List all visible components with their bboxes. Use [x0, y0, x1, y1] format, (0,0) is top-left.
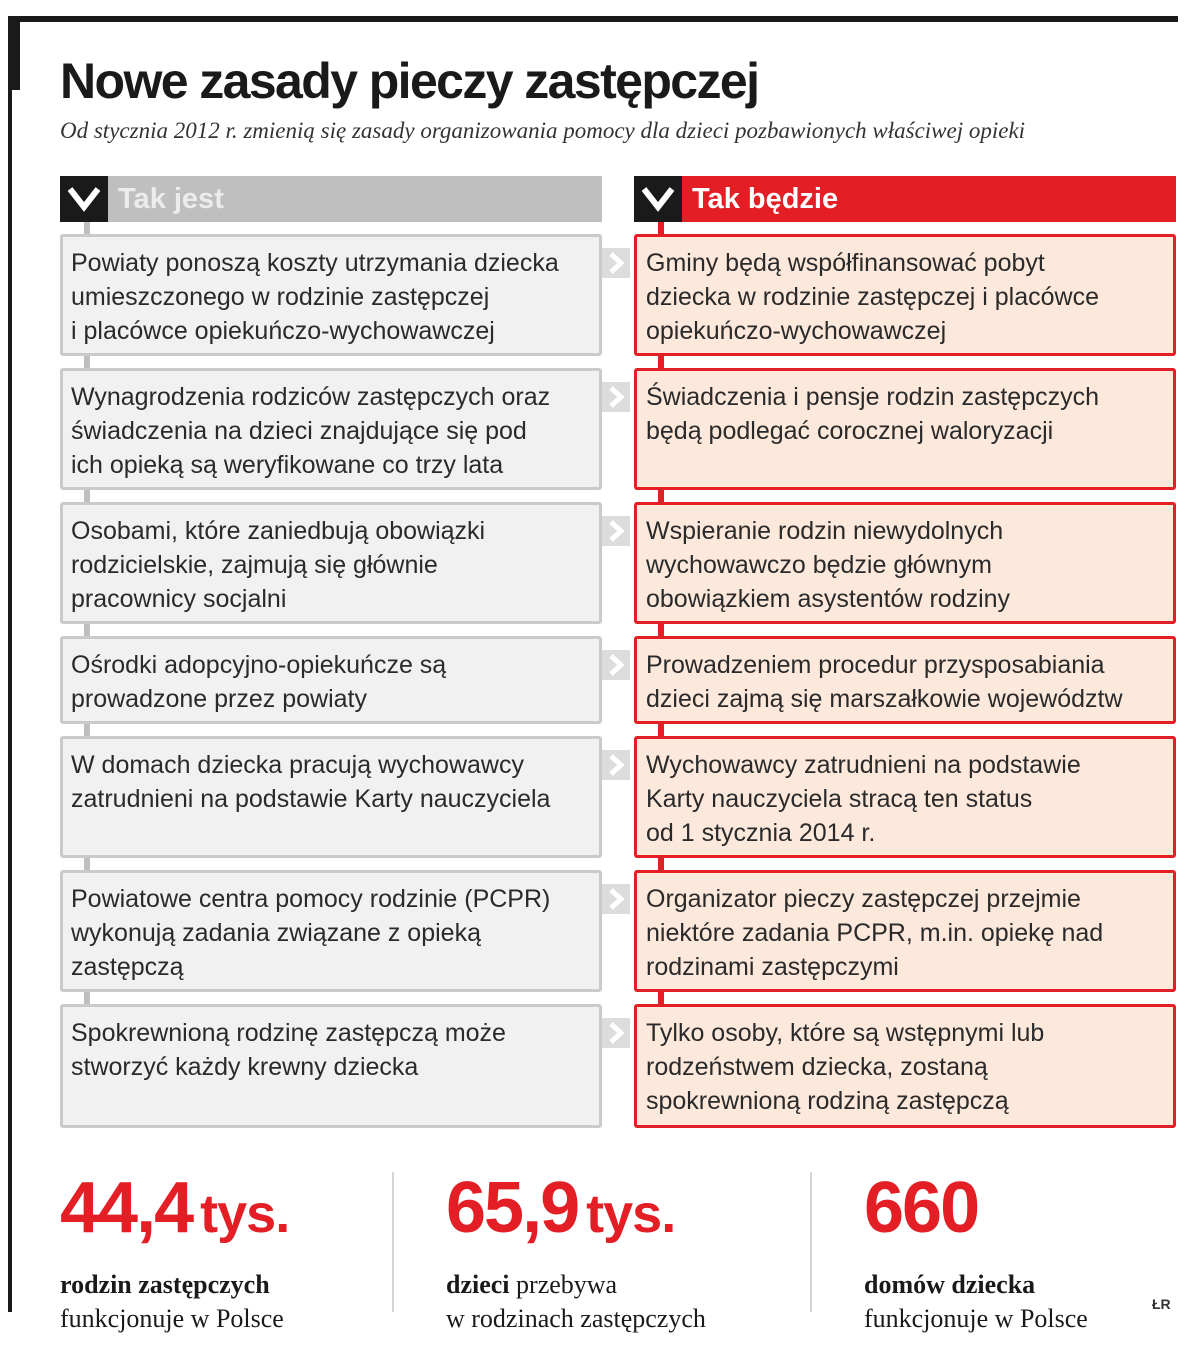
- stat-caption-line2: w rodzinach zastępczych: [446, 1304, 706, 1333]
- text-line: od 1 stycznia 2014 r.: [646, 819, 876, 847]
- comparison-row: [0, 234, 1200, 356]
- text-line: stworzyć każdy krewny dziecka: [71, 1053, 419, 1081]
- stat-childrens-homes: [864, 1168, 1088, 1336]
- text-line: umieszczonego w rodzinie zastępczej: [71, 283, 490, 311]
- stat-children-in-care: [446, 1168, 706, 1336]
- text-line: Wspieranie rodzin niewydolnych: [646, 517, 1004, 545]
- text-line: spokrewnioną rodziną zastępczą: [646, 1087, 1009, 1115]
- comparison-row: [0, 736, 1200, 858]
- chevron-right-icon: [602, 382, 630, 412]
- future-rule-box: [634, 368, 1176, 490]
- frame-top-rule: [8, 16, 1178, 22]
- current-rule-box: [60, 368, 602, 490]
- comparison-row: [0, 870, 1200, 992]
- checkmark-icon: [60, 176, 108, 222]
- text-line: W domach dziecka pracują wychowawcy: [71, 751, 524, 779]
- column-label-future: Tak będzie: [692, 183, 839, 215]
- chevron-right-icon: [602, 516, 630, 546]
- stat-caption-rest: przebywa: [509, 1270, 618, 1299]
- text-line: Osobami, które zaniedbują obowiązki: [71, 517, 486, 545]
- stat-value: [864, 1168, 1088, 1254]
- stat-unit: tys.: [200, 1184, 290, 1244]
- stat-divider: [392, 1172, 394, 1312]
- stat-value: [60, 1168, 289, 1254]
- future-rule-box: [634, 870, 1176, 992]
- current-rule-box: [60, 502, 602, 624]
- text-line: zatrudnieni na podstawie Karty nauczyciela: [71, 785, 551, 813]
- column-header-future: [634, 176, 1176, 222]
- text-line: Gminy będą współfinansować pobyt: [646, 249, 1045, 277]
- text-line: Wynagrodzenia rodziców zastępczych oraz: [71, 383, 551, 411]
- text-line: zastępczą: [71, 953, 184, 981]
- stat-caption-line1: [446, 1268, 706, 1302]
- chevron-right-icon: [602, 884, 630, 914]
- future-rule-box: [634, 736, 1176, 858]
- stat-unit: tys.: [586, 1184, 676, 1244]
- future-rule-box: [634, 1004, 1176, 1128]
- text-line: Prowadzeniem procedur przysposabiania: [646, 651, 1105, 679]
- page-subtitle: Od stycznia 2012 r. zmienią się zasady organizowania pomocy dla dzieci pozbawionych właściwej opieki: [60, 118, 1026, 143]
- current-rule-box: [60, 234, 602, 356]
- future-rule-box: [634, 502, 1176, 624]
- text-line: wychowawczo będzie głównym: [646, 551, 992, 579]
- text-line: pracownicy socjalni: [71, 585, 287, 613]
- text-line: niektóre zadania PCPR, m.in. opiekę nad: [646, 919, 1104, 947]
- text-line: Organizator pieczy zastępczej przejmie: [646, 885, 1081, 913]
- text-line: Spokrewnioną rodzinę zastępczą może: [71, 1019, 506, 1047]
- text-line: Świadczenia i pensje rodzin zastępczych: [646, 383, 1100, 411]
- text-line: świadczenia na dzieci znajdujące się pod: [71, 417, 527, 445]
- text-line: Ośrodki adopcyjno-opiekuńcze są: [71, 651, 447, 679]
- comparison-row: [0, 1004, 1200, 1128]
- text-line: Powiaty ponoszą koszty utrzymania dziecka: [71, 249, 559, 277]
- stat-number: 660: [864, 1168, 979, 1248]
- chevron-right-icon: [602, 248, 630, 278]
- text-line: wykonują zadania związane z opieką: [71, 919, 481, 947]
- stat-caption-bold: dzieci: [446, 1270, 510, 1299]
- text-line: Powiatowe centra pomocy rodzinie (PCPR): [71, 885, 551, 913]
- text-line: będą podlegać corocznej waloryzacji: [646, 417, 1054, 445]
- stat-caption-bold: domów dziecka: [864, 1270, 1036, 1299]
- text-line: obowiązkiem asystentów rodziny: [646, 585, 1011, 613]
- stat-divider: [810, 1172, 812, 1312]
- stat-number: 44,4: [60, 1168, 193, 1248]
- text-line: rodzeństwem dziecka, zostaną: [646, 1053, 988, 1081]
- stat-value: [446, 1168, 706, 1254]
- future-rule-box: [634, 234, 1176, 356]
- text-line: dziecka w rodzinie zastępczej i placówce: [646, 283, 1099, 311]
- comparison-row: [0, 502, 1200, 624]
- text-line: Tylko osoby, które są wstępnymi lub: [646, 1019, 1045, 1047]
- text-line: rodzinami zastępczymi: [646, 953, 899, 981]
- chevron-right-icon: [602, 1018, 630, 1048]
- stat-caption-line1: [864, 1268, 1088, 1302]
- stat-caption-line1: [60, 1268, 289, 1302]
- stat-number: 65,9: [446, 1168, 579, 1248]
- chevron-right-icon: [602, 750, 630, 780]
- checkmark-icon: [634, 176, 682, 222]
- comparison-row: [0, 368, 1200, 490]
- comparison-row: [0, 636, 1200, 724]
- text-line: rodzicielskie, zajmują się głównie: [71, 551, 438, 579]
- text-line: ich opieką są weryfikowane co trzy lata: [71, 451, 504, 479]
- text-line: prowadzone przez powiaty: [71, 685, 367, 713]
- text-line: Wychowawcy zatrudnieni na podstawie: [646, 751, 1081, 779]
- text-line: dzieci zajmą się marszałkowie województw: [646, 685, 1123, 713]
- text-line: opiekuńczo-wychowawczej: [646, 317, 947, 345]
- page-title: Nowe zasady pieczy zastępczej: [60, 53, 759, 109]
- text-line: i placówce opiekuńczo-wychowawczej: [71, 317, 495, 345]
- column-label-current: Tak jest: [118, 183, 224, 215]
- author-credit: ŁR: [1152, 1296, 1171, 1312]
- stat-caption-line2: funkcjonuje w Polsce: [864, 1304, 1088, 1333]
- chevron-right-icon: [602, 650, 630, 680]
- stat-foster-families: [60, 1168, 289, 1336]
- current-rule-box: [60, 1004, 602, 1128]
- text-line: Karty nauczyciela stracą ten status: [646, 785, 1033, 813]
- column-header-current: [60, 176, 602, 222]
- future-rule-box: [634, 636, 1176, 724]
- current-rule-box: [60, 636, 602, 724]
- current-rule-box: [60, 736, 602, 858]
- stat-caption-line2: funkcjonuje w Polsce: [60, 1304, 284, 1333]
- stat-caption-bold: rodzin zastępczych: [60, 1270, 270, 1299]
- current-rule-box: [60, 870, 602, 992]
